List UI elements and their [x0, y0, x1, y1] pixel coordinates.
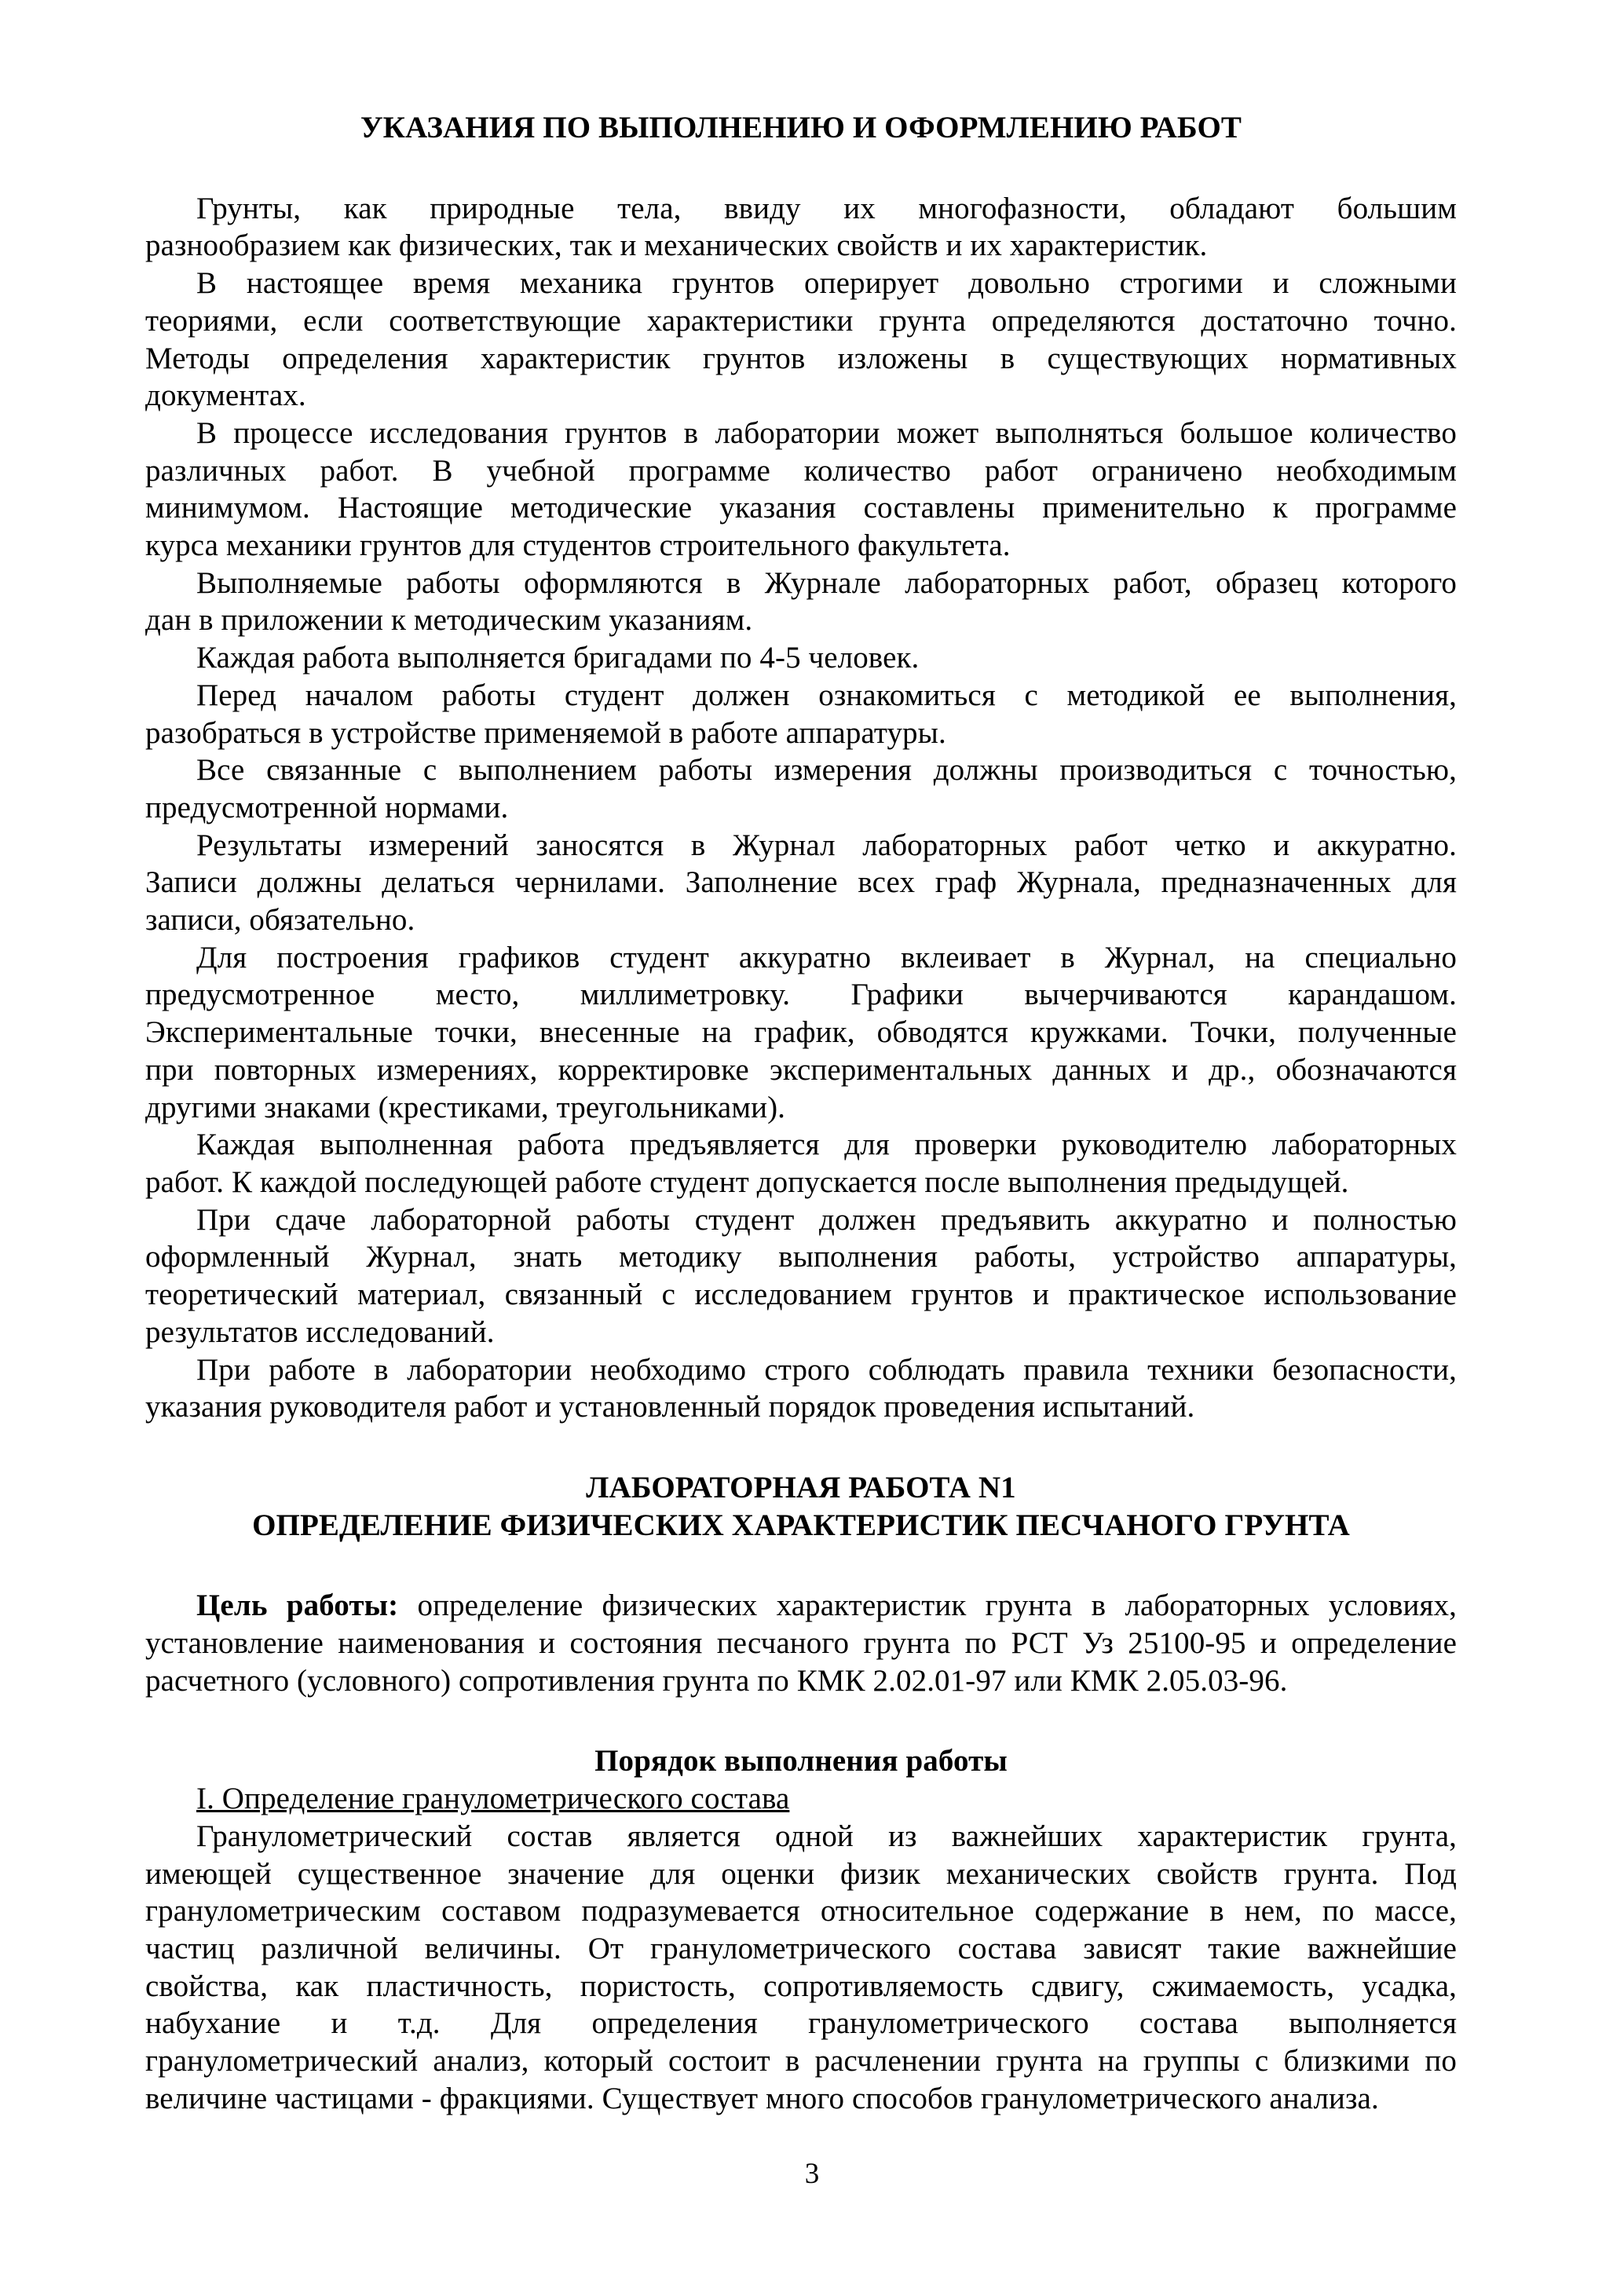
- text-line: [145, 1855, 1457, 1893]
- text-run: I. Определение гранулометрического состава: [196, 1782, 790, 1816]
- text-run: расчетного (условного) сопротивления грунта по КМК 2.02.01-97 или КМК 2.05.03-96.: [145, 1663, 1288, 1698]
- text-line: [145, 1930, 1457, 1968]
- text-run: дан в приложении к методическим указаниям.: [145, 603, 753, 638]
- bold-text-run: Цель работы:: [196, 1589, 399, 1623]
- paragraph-6: [145, 677, 1457, 751]
- paragraph-12: [145, 1351, 1457, 1426]
- paragraph-8: [145, 827, 1457, 939]
- blank-line: [145, 1544, 1457, 1587]
- text-run: В процессе исследования грунтов в лаборатории может выполняться большое количество: [196, 415, 1457, 450]
- text-line: [145, 302, 1457, 340]
- text-run: Все связанные с выполнением работы измерения должны производиться с точностью,: [196, 753, 1457, 788]
- text-line: [145, 976, 1457, 1014]
- text-line: [145, 1742, 1457, 1780]
- text-line: [145, 1507, 1457, 1545]
- blank-line: [145, 147, 1457, 190]
- text-run: Для построения графиков студент аккуратно вклеивает в Журнал, на специально: [196, 940, 1457, 974]
- text-line: [145, 265, 1457, 302]
- text-run: предусмотренное место, миллиметровку. Графики вычерчиваются карандашом.: [145, 978, 1457, 1012]
- text-line: [145, 1818, 1457, 1855]
- text-line: [145, 939, 1457, 977]
- text-line: [145, 109, 1457, 147]
- text-run: гранулометрическим составом подразумевается относительное содержание в нем, по массе,: [145, 1894, 1457, 1929]
- text-run: другими знаками (крестиками, треугольниками).: [145, 1090, 786, 1124]
- text-line: [145, 1469, 1457, 1507]
- text-run: При работе в лаборатории необходимо строго соблюдать правила техники безопасности,: [196, 1352, 1457, 1387]
- text-line: [145, 901, 1457, 939]
- text-run: теоретический материал, связанный с исследованием грунтов и практическое использование: [145, 1278, 1457, 1312]
- text-line: [145, 1126, 1457, 1164]
- text-run: свойства, как пластичность, пористость, сопротивляемость сдвигу, сжимаемость, усадка,: [145, 1969, 1457, 2003]
- paragraph-4: [145, 565, 1457, 639]
- text-run: разнообразием как физических, так и механических свойств и их характеристик.: [145, 229, 1208, 263]
- text-run: Экспериментальные точки, внесенные на график, обводятся кружками. Точки, полученные: [145, 1015, 1457, 1050]
- text-line: [145, 1014, 1457, 1051]
- text-line: [145, 489, 1457, 527]
- text-run: указания руководителя работ и установленный порядок проведения испытаний.: [145, 1390, 1195, 1424]
- text-run: Порядок выполнения работы: [594, 1744, 1008, 1779]
- text-run: Записи должны делаться чернилами. Заполнение всех граф Журнала, предназначенных для: [145, 865, 1457, 900]
- text-run: различных работ. В учебной программе количество работ ограничено необходимым: [145, 453, 1457, 488]
- paragraph-2: [145, 265, 1457, 415]
- text-run: ЛАБОРАТОРНАЯ РАБОТА N1: [586, 1470, 1016, 1504]
- text-line: [145, 2042, 1457, 2080]
- text-run: частиц различной величины. От гранулометрического состава зависят такие важнейшие: [145, 1931, 1457, 1965]
- text-run: В настоящее время механика грунтов оперирует довольно строгими и сложными: [196, 266, 1457, 301]
- text-line: [145, 677, 1457, 715]
- blank-line: [145, 1699, 1457, 1742]
- text-run: ОПРЕДЕЛЕНИЕ ФИЗИЧЕСКИХ ХАРАКТЕРИСТИК ПЕСЧАНОГО ГРУНТА: [252, 1508, 1350, 1542]
- blank-line: [145, 1426, 1457, 1469]
- text-run: Грунты, как природные тела, ввиду их многофазности, обладают большим: [196, 191, 1457, 225]
- text-line: [145, 1625, 1457, 1662]
- text-run: разобраться в устройстве применяемой в работе аппаратуры.: [145, 715, 946, 750]
- text-run: Каждая работа выполняется бригадами по 4-5 человек.: [196, 641, 920, 675]
- text-run: курса механики грунтов для студентов строительного факультета.: [145, 528, 1011, 563]
- text-run: теориями, если соответствующие характеристики грунта определяются достаточно точно.: [145, 303, 1457, 338]
- text-line: [145, 639, 1457, 677]
- text-line: [145, 415, 1457, 452]
- text-run: Каждая выполненная работа предъявляется для проверки руководителю лабораторных: [196, 1128, 1457, 1162]
- text-run: документах.: [145, 378, 306, 413]
- text-line: [145, 190, 1457, 228]
- text-line: [145, 751, 1457, 789]
- text-run: гранулометрический анализ, который состоит в расчленении грунта на группы с близкими по: [145, 2044, 1457, 2078]
- text-run: минимумом. Настоящие методические указания составлены применительно к программе: [145, 491, 1457, 525]
- text-line: [145, 1892, 1457, 1930]
- paragraph-13: [145, 1818, 1457, 2118]
- procedure-heading: [145, 1742, 1457, 1780]
- text-line: [145, 1780, 1457, 1818]
- text-line: [145, 1662, 1457, 1700]
- text-line: [145, 2080, 1457, 2118]
- text-line: [145, 827, 1457, 865]
- text-line: [145, 1587, 1457, 1625]
- section-1-subheading: [145, 1780, 1457, 1818]
- text-run: величине частицами - фракциями. Существует много способов гранулометрического анализа.: [145, 2081, 1379, 2115]
- text-line: [145, 1388, 1457, 1426]
- text-run: набухание и т.д. Для определения гранулометрического состава выполняется: [145, 2006, 1457, 2041]
- text-run: оформленный Журнал, знать методику выполнения работы, устройство аппаратуры,: [145, 1240, 1457, 1274]
- paragraph-1: [145, 190, 1457, 265]
- text-line: [145, 1164, 1457, 1201]
- text-line: [145, 1276, 1457, 1314]
- text-line: [145, 715, 1457, 752]
- paragraph-3: [145, 415, 1457, 565]
- lab-work-heading: [145, 1469, 1457, 1544]
- paragraph-11: [145, 1201, 1457, 1351]
- text-line: [145, 1314, 1457, 1351]
- text-run: предусмотренной нормами.: [145, 790, 509, 824]
- text-run: определение физических характеристик грунта в лабораторных условиях,: [398, 1589, 1457, 1623]
- text-line: [145, 377, 1457, 415]
- page-number: 3: [804, 2158, 820, 2190]
- text-run: Методы определения характеристик грунтов изложены в существующих нормативных: [145, 341, 1457, 375]
- text-run: Выполняемые работы оформляются в Журнале лабораторных работ, образец которого: [196, 565, 1457, 600]
- text-line: [145, 1968, 1457, 2005]
- text-line: [145, 789, 1457, 827]
- paragraph-9: [145, 939, 1457, 1127]
- text-run: результатов исследований.: [145, 1314, 495, 1349]
- text-run: записи, обязательно.: [145, 903, 415, 938]
- text-run: имеющей существенное значение для оценки физик механических свойств грунта. Под: [145, 1856, 1457, 1891]
- text-line: [145, 527, 1457, 565]
- text-line: [145, 227, 1457, 265]
- text-line: [145, 1238, 1457, 1276]
- text-run: Гранулометрический состав является одной из важнейших характеристик грунта,: [196, 1819, 1457, 1853]
- text-line: [145, 1351, 1457, 1389]
- text-line: [145, 1051, 1457, 1089]
- document-title: [145, 109, 1457, 147]
- text-run: при повторных измерениях, корректировке экспериментальных данных и др., обозначаются: [145, 1052, 1457, 1087]
- text-line: [145, 864, 1457, 901]
- text-line: [145, 1089, 1457, 1127]
- paragraph-5: [145, 639, 1457, 677]
- text-run: работ. К каждой последующей работе студент допускается после выполнения предыдущей.: [145, 1164, 1349, 1199]
- text-run: Перед началом работы студент должен ознакомиться с методикой ее выполнения,: [196, 678, 1457, 712]
- document-content: [145, 109, 1457, 2117]
- text-line: [145, 565, 1457, 602]
- text-run: При сдаче лабораторной работы студент должен предъявить аккуратно и полностью: [196, 1202, 1457, 1237]
- text-line: [145, 1201, 1457, 1239]
- text-run: УКАЗАНИЯ ПО ВЫПОЛНЕНИЮ И ОФОРМЛЕНИЮ РАБОТ: [360, 111, 1242, 144]
- text-line: [145, 2005, 1457, 2042]
- paragraph-10: [145, 1126, 1457, 1201]
- text-line: [145, 340, 1457, 378]
- text-line: [145, 452, 1457, 490]
- paragraph-7: [145, 751, 1457, 826]
- text-run: Результаты измерений заносятся в Журнал лабораторных работ четко и аккуратно.: [196, 828, 1457, 862]
- paragraph-goal: [145, 1587, 1457, 1699]
- text-run: установление наименования и состояния песчаного грунта по РСТ Уз 25100-95 и определение: [145, 1626, 1457, 1661]
- text-line: [145, 601, 1457, 639]
